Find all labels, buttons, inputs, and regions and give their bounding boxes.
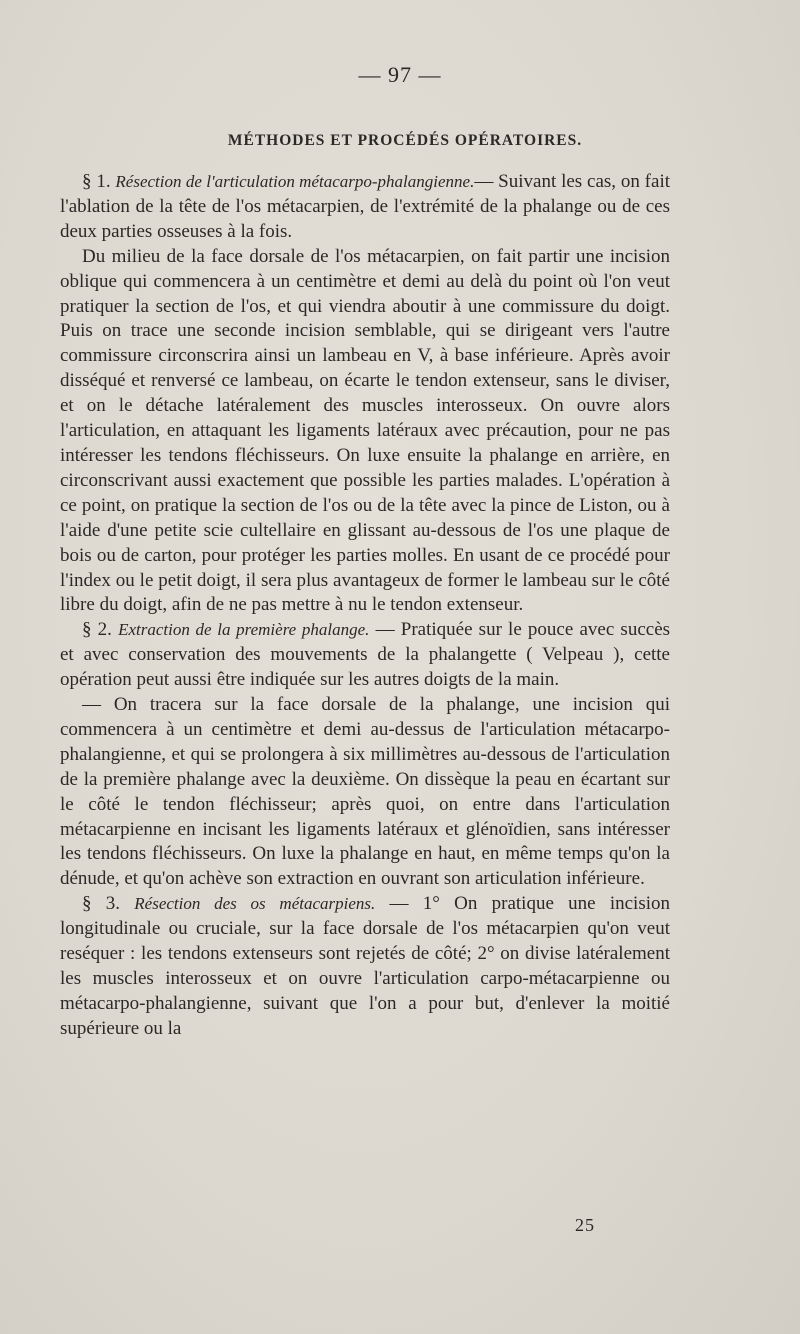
paragraph-section-3 (60, 892, 670, 1041)
section-3-heading: Résection des os métacarpiens. (134, 894, 376, 914)
paragraph-procedure: Du milieu de la face dorsale de l'os métacarpien, on fait partir une incision oblique qui commencera à un centimètre et demi au delà du point où l'on veut pratiquer la section de l'os, et qui viendra aboutir à une commissure du doigt. Puis on trace une seconde incision semblable, qui se dirigeant vers l'autre commissure circonscrira ainsi un lambeau en V, à base inférieure. Après avoir disséqué et renversé ce lambeau, on écarte le tendon extenseur, sans le diviser, et on le détache latéralement des muscles interosseux. On ouvre alors l'articulation, en attaquant les ligaments latéraux avec précaution, pour ne pas intéresser les tendons fléchisseurs. On luxe ensuite la phalange en arrière, en circonscrivant aussi exactement que possible les parties malades. L'opération à ce point, on pratique la section de l'os ou de la tête avec la pince de Liston, ou à l'aide d'une petite scie cultellaire en glissant au-dessous de l'os une plaque de bois ou de carton, pour protéger les parties molles. En usant de ce procédé pour l'index ou le petit doigt, il sera plus avantageux de former le lambeau sur le côté libre du doigt, afin de ne pas mettre à nu le tendon extenseur. (60, 245, 670, 616)
paragraph-text: — 1° On pratique une incision longitudinale ou cruciale, sur la face dorsale de l'os métacarpien qu'on veut reséquer : les tendons extenseurs sont rejetés de côté; 2° on divise latéralement les muscles interosseux et on ouvre l'articulation carpo-métacarpienne ou métacarpo-phalangienne, suivant que l'on a pour but, d'enlever la moitié supérieure ou la (60, 893, 671, 1039)
section-marker: § 2. (82, 619, 119, 641)
page-number: — 97 — (358, 62, 442, 87)
paragraph-procedure-2: — On tracera sur la face dorsale de la phalange, une incision qui commencera à un centimètre et demi au-dessus de l'articulation métacarpo-phalangienne, et qui se prolongera à six millimètres au-dessous de l'articulation de la première phalange avec la deuxième. On dissèque la peau en écartant sur le côté le tendon fléchisseur; après quoi, on entre dans l'articulation métacarpienne en incisant les ligaments latéraux et glénoïdien, sans intéresser les tendons fléchisseurs. On luxe la phalange en haut, en même temps qu'on la dénude, et qu'on achève son extraction en ouvrant son articulation inférieure. (60, 694, 670, 890)
paragraph-section-2 (60, 618, 670, 693)
section-1-heading: Résection de l'articulation métacarpo-phalangienne. (115, 172, 475, 191)
signature-mark: 25 (575, 1215, 595, 1235)
section-marker: § 3. (82, 893, 135, 915)
section-2-heading: Extraction de la première phalange. (118, 620, 370, 640)
body-text (60, 170, 670, 1042)
section-title: MÉTHODES ET PROCÉDÉS OPÉRATOIRES. (227, 132, 583, 149)
paragraph-section-1 (60, 170, 670, 245)
paragraph-text: — Suivant les cas, on fait l'ablation de la tête de l'os métacarpien, de l'extrémité de la phalange ou de ces deux parties osseuses à la fois. (60, 171, 670, 242)
paragraph-text: — Pratiquée sur le pouce avec succès et avec conservation des mouvements de la phalangette ( Velpeau ), cette opération peut aussi être indiquée sur les autres doigts de la main. (60, 619, 671, 691)
section-marker: § 1. (82, 171, 116, 192)
